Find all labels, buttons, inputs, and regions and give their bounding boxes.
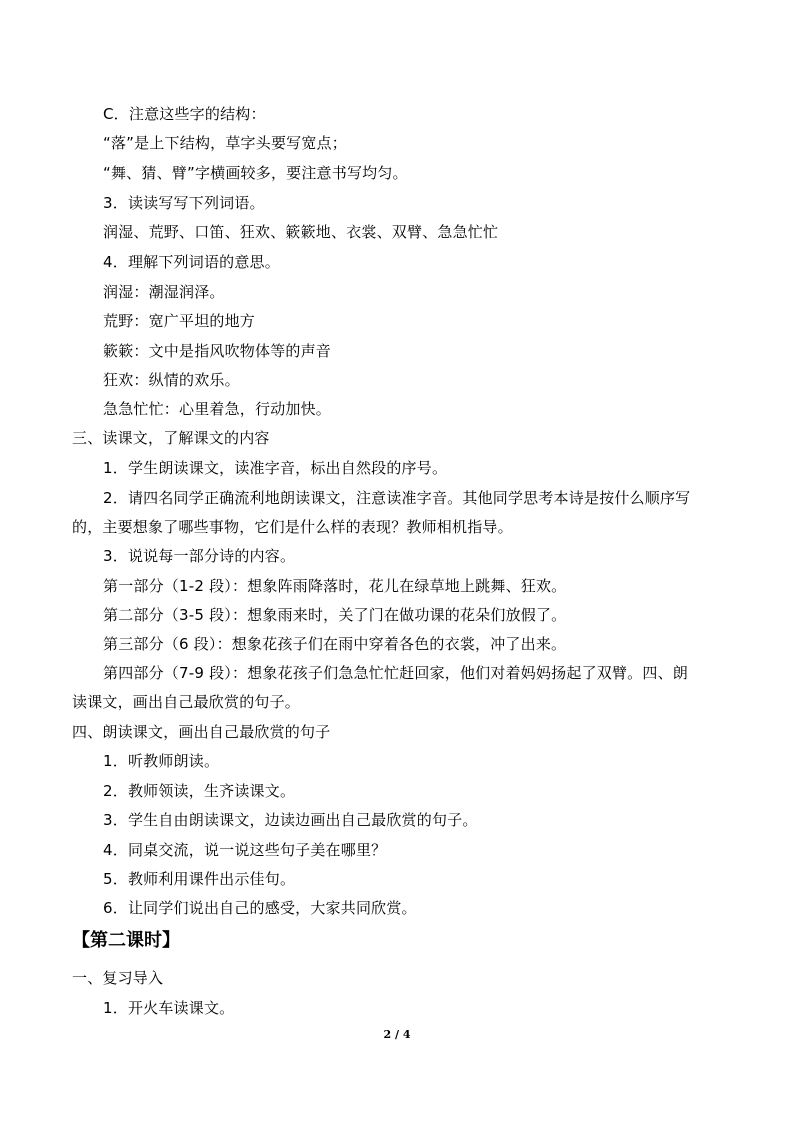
text-line: 第一部分（1-2 段）：想象阵雨降落时，花儿在绿草地上跳舞、狂欢。 xyxy=(103,577,567,595)
text-line: 荒野：宽广平坦的地方 xyxy=(103,312,256,330)
text-line: 4．同桌交流，说一说这些句子美在哪里？ xyxy=(103,841,387,859)
text-line: 6．让同学们说出自己的感受，大家共同欣赏。 xyxy=(103,899,417,917)
lesson-heading: 【第二课时】 xyxy=(72,930,180,951)
text-line: “舞、猜、臂”字横画较多，要注意书写均匀。 xyxy=(103,164,408,182)
text-line: 3．说说每一部分诗的内容。 xyxy=(103,547,296,565)
page-number: 2 / 4 xyxy=(383,1028,411,1041)
section-heading: 三、读课文，了解课文的内容 xyxy=(72,429,270,447)
text-line: 第二部分（3-5 段）：想象雨来时，关了门在做功课的花朵们放假了。 xyxy=(103,606,567,624)
text-line: 2．请四名同学正确流利地朗读课文，注意读准字音。其他同学思考本诗是按什么顺序写 xyxy=(103,489,691,507)
section-heading: 四、朗读课文，画出自己最欣赏的句子 xyxy=(72,723,331,741)
section-heading: 一、复习导入 xyxy=(72,969,164,987)
text-line: 读课文，画出自己最欣赏的句子。 xyxy=(72,693,301,711)
text-line: 第四部分（7-9 段）：想象花孩子们急急忙忙赶回家，他们对着妈妈扬起了双臂。四、朗 xyxy=(103,664,688,682)
text-line: 2．教师领读，生齐读课文。 xyxy=(103,782,296,800)
text-line: 1．学生朗读课文，读准字音，标出自然段的序号。 xyxy=(103,459,448,477)
text-line: 润湿：潮湿润泽。 xyxy=(103,283,225,301)
text-line: 4．理解下列词语的意思。 xyxy=(103,253,280,271)
text-line: 的，主要想象了哪些事物，它们是什么样的表现？教师相机指导。 xyxy=(72,518,513,536)
text-line: 3．学生自由朗读课文，边读边画出自己最欣赏的句子。 xyxy=(103,811,478,829)
text-line: 第三部分（6 段）：想象花孩子们在雨中穿着各色的衣裳，冲了出来。 xyxy=(103,635,567,653)
text-line: C．注意这些字的结构： xyxy=(103,105,266,123)
text-line: “落”是上下结构，草字头要写宽点； xyxy=(103,134,347,152)
text-line: 1．开火车读课文。 xyxy=(103,999,235,1017)
text-line: 急急忙忙：心里着急，行动加快。 xyxy=(103,400,332,418)
text-line: 3．读读写写下列词语。 xyxy=(103,194,265,212)
text-line: 簌簌：文中是指风吹物体等的声音 xyxy=(103,342,332,360)
text-line: 5．教师利用课件出示佳句。 xyxy=(103,870,296,888)
text-line: 1．听教师朗读。 xyxy=(103,752,220,770)
text-line: 狂欢：纵情的欢乐。 xyxy=(103,371,240,389)
text-line: 润湿、荒野、口笛、狂欢、簌簌地、衣裳、双臂、急急忙忙 xyxy=(103,223,499,241)
